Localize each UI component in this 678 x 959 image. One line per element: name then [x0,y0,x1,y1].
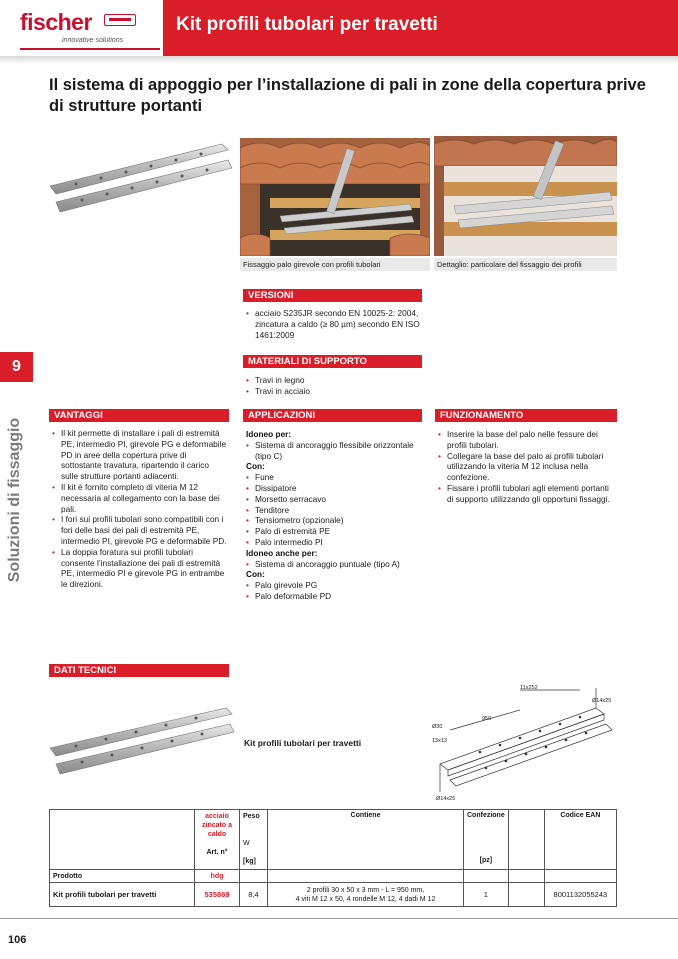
list-item: • Il kit permette di installare i pali di estremità PE, intermedio PI, girevole PG e deformabile PD in aree della copertura prive di sottostante travatura, ripartendo il carico sulle strutture portanti adiacenti. [52,428,228,482]
applicazioni-label-con: Con: [246,461,265,472]
funzionamento-list [438,429,614,505]
applicazioni-label-idoneo-anche: Idoneo anche per: [246,547,318,558]
table-cell [508,870,544,883]
list-item: • Palo intermedio PI [246,537,424,548]
row-peso: 8,4 [240,883,268,907]
table-row [50,883,617,907]
applicazioni-label-con-2: Con: [246,569,265,580]
dati-tecnici-product-label: Kit profili tubolari per travetti [244,738,362,748]
page-title: Kit profili tubolari per travetti [176,14,438,35]
row-contiene-line2: 4 viti M 12 x 50, 4 rondelle M 12, 4 dadi M 12 [295,895,436,903]
table-header-confezione [464,810,509,870]
brand-tagline: innovative solutions [62,37,124,44]
confezione-label: Confezione [467,812,505,819]
row-prodotto: Kit profili tubolari per travetti [50,883,195,907]
materiali-list [246,375,424,397]
list-item: • acciaio S235JR secondo EN 10025-2: 2004, zincatura a caldo (≥ 80 µm) secondo EN ISO 1461:2009 [246,308,424,340]
technical-drawing [420,680,620,804]
table-hdg-label: hdg [195,870,240,883]
photo-detail-fixing [434,136,617,256]
table-header-material [195,810,240,870]
photo2-caption: Dettaglio: particolare del fissaggio dei profili [434,258,617,271]
spec-table [49,809,617,907]
funzionamento-heading: FUNZIONAMENTO [435,409,617,422]
row-confezione: 1 [464,883,509,907]
kg-label: [kg] [243,858,256,865]
list-item: • Palo girevole PG [246,580,424,591]
table-cell [240,870,268,883]
list-item: • Palo deformabile PD [246,591,424,602]
pz-label: [pz] [479,857,493,864]
applicazioni-list [246,429,424,602]
chapter-number: 9 [0,352,33,382]
table-cell [268,870,464,883]
product-image-profiles [46,138,232,228]
drawing-label: Ø30 [432,724,443,730]
list-item: • Palo di estremità PE [246,526,424,537]
brand-badge-icon [104,14,136,26]
list-item: • La doppia foratura sui profili tubolari consente l’installazione dei pali di estremità PE, intermedio PI e girevole PG in entrambe le direzioni. [52,547,228,590]
page-number: 106 [8,934,27,946]
vantaggi-heading: VANTAGGI [49,409,229,422]
applicazioni-heading: APPLICAZIONI [243,409,422,422]
footer-rule [0,918,678,919]
versioni-heading: VERSIONI [243,289,422,302]
row-art: 535869 [195,883,240,907]
list-item: • Inserire la base del palo nelle fessure dei profili tubolari. [438,429,614,451]
list-item: • Sistema di ancoraggio puntuale (tipo A) [246,559,424,570]
photo1-caption: Fissaggio palo girevole con profili tubolari [240,258,430,271]
list-item: • Sistema di ancoraggio flessibile orizzontale (tipo C) [246,440,424,462]
list-item: • Tenditore [246,505,424,516]
table-cell [464,870,509,883]
brand-underline [20,48,160,50]
drawing-label: 950 [482,716,492,722]
row-contiene [268,883,464,907]
table-header-contiene: Contiene [268,810,464,870]
dati-tecnici-heading: DATI TECNICI [49,664,229,677]
list-item: • Travi in acciaio [246,386,424,397]
material-label: acciaio zincato a caldo [202,813,232,838]
header-shadow [0,56,678,64]
brand-name: fischer [20,9,92,35]
table-header-cell [50,810,195,870]
peso-label: Peso [243,813,260,820]
list-item: • Dissipatore [246,483,424,494]
photo-roof-installation [240,138,430,256]
row-contiene-line1: 2 profili 30 x 50 x 3 mm - L = 950 mm, [306,886,425,894]
list-item: • Collegare la base del palo ai profili tubolari utilizzando la viteria M 12 inclusa nella confezione. [438,451,614,483]
chapter-label: Soluzioni di fissaggio [6,417,23,583]
table-cell [544,870,616,883]
drawing-label: 11x252 [520,685,538,691]
product-image-profiles-small [46,702,236,788]
w-label: W [243,840,250,847]
list-item: • Morsetto serracavo [246,494,424,505]
headline: Il sistema di appoggio per l’installazione di pali in zone della copertura prive di strutture portanti [49,76,646,115]
table-header-ean: Codice EAN [544,810,616,870]
list-item: • Tensiometro (opzionale) [246,515,424,526]
row-ean: 8001132055243 [544,883,616,907]
list-item: • Fissare i profili tubolari agli elementi portanti di supporto utilizzando gli opportuni fissaggi. [438,483,614,505]
brand-logo [0,0,163,56]
drawing-label: 13x13 [432,738,447,744]
materiali-heading: MATERIALI DI SUPPORTO [243,355,422,368]
table-header-peso [240,810,268,870]
drawing-label: Ø14x25 [436,796,456,802]
drawing-label: Ø14x25 [592,698,612,704]
vantaggi-list [52,428,228,590]
table-prodotto-label: Prodotto [50,870,195,883]
list-item: • I fori sui profili tubolari sono compatibili con i fori delle basi dei pali di estremità PE, intermedio PI, girevole PG e deformabile PD. [52,514,228,546]
list-item: • Travi in legno [246,375,424,386]
list-item: • Fune [246,472,424,483]
applicazioni-label-idoneo: Idoneo per: [246,429,292,439]
list-item: • Il kit è fornito completo di viteria M 12 necessaria al collegamento con la base dei pali. [52,482,228,514]
table-header-empty [508,810,544,870]
art-label: Art. n° [206,849,228,856]
versioni-list [246,308,424,340]
table-cell [508,883,544,907]
